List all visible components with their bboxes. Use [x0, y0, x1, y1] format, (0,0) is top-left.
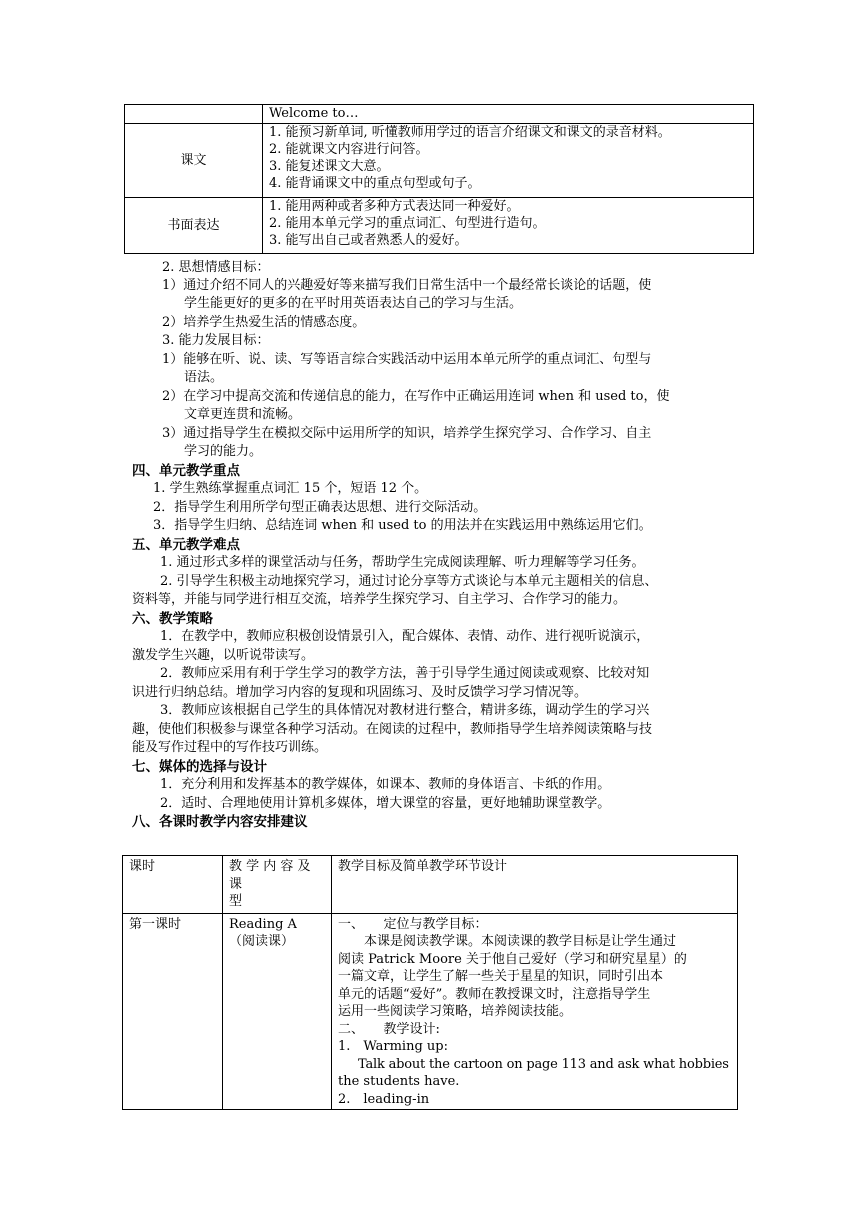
list-item: 2. 能就课文内容进行问答。 — [269, 142, 429, 157]
table-cell: 第一课时 — [123, 913, 223, 1110]
list-item: 2. 能用本单元学习的重点词汇、句型进行造句。 — [269, 216, 546, 231]
paragraph-line: 2．指导学生利用所学句型正确表达思想、进行交际活动。 — [153, 500, 487, 515]
table-cell — [263, 124, 754, 198]
paragraph-line: 学生能更好的更多的在平时用英语表达自己的学习与生活。 — [184, 296, 523, 311]
header-text: 型 — [229, 894, 243, 909]
cell-text: 阅读 Patrick Moore 关于他自己爱好（学习和研究星星）的 — [338, 951, 687, 967]
paragraph-line: 2）在学习中提高交流和传递信息的能力，在写作中正确运用连词 when 和 used to，使 — [162, 389, 670, 404]
table-header-row — [123, 856, 738, 914]
paragraph-line: 3．教师应该根据自己学生的具体情况对教材进行整合，精讲多练，调动学生的学习兴 — [160, 703, 650, 718]
list-item: 4. 能背诵课文中的重点句型或句子。 — [269, 176, 481, 191]
paragraph-line: 1）通过介绍不同人的兴趣爱好等来描写我们日常生活中一个最经常长谈论的话题，使 — [162, 278, 652, 293]
table-cell — [263, 198, 754, 254]
lesson-plan-table — [122, 855, 738, 1110]
header-cell: 教学目标及简单教学环节设计 — [332, 856, 738, 914]
section-heading: 八、各课时教学内容安排建议 — [132, 814, 308, 830]
header-text: 教 学 内 容 及 课 — [229, 859, 311, 892]
table-cell — [223, 913, 332, 1110]
table-cell — [125, 105, 263, 124]
paragraph-line: 趣，使他们积极参与课堂各种学习活动。在阅读的过程中，教师指导学生培养阅读策略与技 — [132, 722, 653, 737]
paragraph-line: 1）能够在听、说、读、写等语言综合实践活动中运用本单元所学的重点词汇、句型与 — [162, 352, 652, 367]
table-row — [125, 124, 754, 198]
section-heading: 七、媒体的选择与设计 — [132, 759, 267, 775]
list-item: 1. 能预习新单词, 听懂教师用学过的语言介绍课文和课文的录音材料。 — [269, 125, 671, 140]
header-cell: 课时 — [123, 856, 223, 914]
table-row — [125, 198, 754, 254]
header-cell — [223, 856, 332, 914]
paragraph-line: 文章更连贯和流畅。 — [184, 407, 302, 422]
section-heading: 六、教学策略 — [132, 611, 213, 627]
paragraph-line: 能及写作过程中的写作技巧训练。 — [132, 740, 328, 755]
table-row — [125, 105, 754, 124]
cell-text: the students have. — [338, 1074, 460, 1089]
paragraph-line: 3）通过指导学生在模拟交际中运用所学的知识，培养学生探究学习、合作学习、自主 — [162, 426, 652, 441]
paragraph-line: 语法。 — [184, 370, 224, 385]
paragraph-line: 3．指导学生归纳、总结连词 when 和 used to 的用法并在实践运用中熟练运用它们。 — [153, 518, 652, 533]
table-cell — [332, 913, 738, 1110]
paragraph-line: 识进行归纳总结。增加学习内容的复现和巩固练习、及时反馈学习学习情况等。 — [132, 685, 588, 700]
paragraph-line: 1. 通过形式多样的课堂活动与任务，帮助学生完成阅读理解、听力理解等学习任务。 — [160, 555, 645, 570]
cell-heading: 一、 定位与教学目标： — [338, 916, 488, 932]
cell-text: Reading A — [229, 916, 297, 932]
paragraph-line: 1．充分利用和发挥基本的教学媒体，如课本、教师的身体语言、卡纸的作用。 — [160, 777, 611, 792]
row-label-text: 课文 — [125, 124, 263, 198]
cell-text: 1. Warming up: — [338, 1039, 448, 1054]
row-label-writing: 书面表达 — [125, 198, 263, 254]
cell-text: 单元的话题“爱好”。教师在教授课文时，注意指导学生 — [338, 986, 651, 1002]
paragraph-line: 2. 引导学生积极主动地探究学习，通过讨论分享等方式谈论与本单元主题相关的信息、 — [160, 574, 658, 589]
cell-text: Talk about the cartoon on page 113 and ask what hobbies — [358, 1056, 729, 1072]
section-heading: 五、单元教学难点 — [132, 537, 240, 553]
cell-text: 本课是阅读教学课。本阅读课的教学目标是让学生通过 — [364, 934, 677, 949]
list-item: 1. 能用两种或者多种方式表达同一种爱好。 — [269, 199, 520, 214]
table-cell — [263, 105, 754, 124]
objectives-table — [124, 104, 754, 254]
paragraph-line: 1. 学生熟练掌握重点词汇 15 个，短语 12 个。 — [153, 481, 428, 496]
paragraph-line: 2．适时、合理地使用计算机多媒体，增大课堂的容量，更好地辅助课堂教学。 — [160, 796, 611, 811]
subsection-heading: 2. 思想情感目标： — [162, 260, 270, 275]
cell-text: Welcome to… — [269, 106, 359, 121]
cell-text: 2. leading-in — [338, 1091, 430, 1107]
paragraph-line: 2．教师应采用有利于学生学习的教学方法，善于引导学生通过阅读或观察、比较对知 — [160, 666, 650, 681]
cell-text: 运用一些阅读学习策略，培养阅读技能。 — [338, 1004, 573, 1019]
paragraph-line: 1．在教学中，教师应积极创设情景引入，配合媒体、表情、动作、进行视听说演示， — [160, 629, 650, 644]
list-item: 3. 能写出自己或者熟悉人的爱好。 — [269, 233, 468, 248]
section-heading: 四、单元教学重点 — [132, 463, 240, 479]
paragraph-line: 2）培养学生热爱生活的情感态度。 — [162, 315, 366, 330]
subsection-heading: 3. 能力发展目标： — [162, 333, 270, 348]
cell-heading: 二、 教学设计: — [338, 1021, 440, 1037]
cell-text: （阅读课） — [229, 934, 295, 949]
paragraph-line: 学习的能力。 — [184, 444, 263, 459]
cell-text: 一篇文章，让学生了解一些关于星星的知识，同时引出本 — [338, 969, 664, 984]
paragraph-line: 资料等，并能与同学进行相互交流，培养学生探究学习、自主学习、合作学习的能力。 — [132, 592, 627, 607]
list-item: 3. 能复述课文大意。 — [269, 159, 390, 174]
table-row — [123, 913, 738, 1110]
paragraph-line: 激发学生兴趣，以听说带读写。 — [132, 648, 315, 663]
